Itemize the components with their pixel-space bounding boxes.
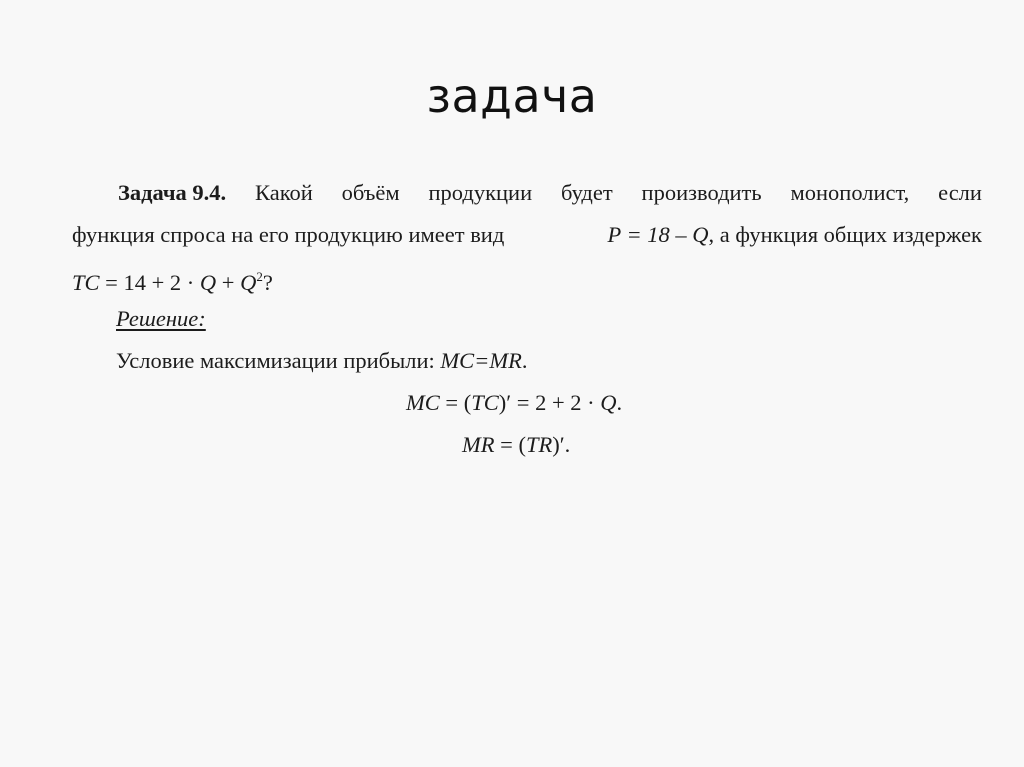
mc-formula-tc: TC <box>471 390 499 415</box>
problem-label: Задача 9.4. <box>118 180 227 205</box>
problem-word: производить <box>641 180 762 205</box>
problem-line-3 <box>72 262 982 295</box>
cost-formula-lhs: TC <box>72 270 100 295</box>
slide-title: задача <box>426 69 598 123</box>
cost-formula-end: ? <box>262 270 273 295</box>
solution-label: Решение: <box>116 306 206 331</box>
mr-formula-end: )′. <box>552 432 571 457</box>
mr-formula-mid: = ( <box>494 432 526 457</box>
problem-line-2 <box>72 220 982 250</box>
mc-formula-end: . <box>616 390 623 415</box>
problem-word: монополист, <box>790 180 910 205</box>
problem-word: объём <box>341 180 400 205</box>
cost-formula-plus: + <box>216 270 241 295</box>
mr-formula-tr: TR <box>525 432 553 457</box>
solution-intro-end: . <box>521 348 528 373</box>
cost-formula-mid: = 14 + 2 · <box>99 270 200 295</box>
solution-intro <box>116 346 1024 376</box>
problem-text: , а функция общих издержек <box>708 222 982 247</box>
mc-formula-q: Q <box>600 390 617 415</box>
mc-formula-mid: = ( <box>439 390 472 415</box>
problem-word: Какой <box>255 180 313 205</box>
problem-line-1 <box>72 178 982 208</box>
solution-intro-text: Условие максимизации прибыли: <box>116 348 441 373</box>
problem-scan-image <box>72 168 982 468</box>
problem-word: если <box>938 180 982 205</box>
mr-formula <box>462 430 570 460</box>
problem-word: будет <box>560 180 613 205</box>
cost-formula-q: Q <box>199 270 217 295</box>
cost-formula-q2: Q <box>240 270 257 295</box>
cost-formula-exponent: 2 <box>256 269 263 284</box>
mc-formula-rest: )′ = 2 + 2 · <box>498 390 601 415</box>
demand-formula: P = 18 – Q <box>607 222 709 247</box>
mc-formula <box>406 388 622 418</box>
problem-word: продукции <box>428 180 533 205</box>
mc-formula-lhs: MC <box>406 390 440 415</box>
mr-formula-lhs: MR <box>462 432 495 457</box>
solution-intro-formula: MC=MR <box>440 348 522 373</box>
problem-text: функция спроса на его продукцию имеет вид <box>72 222 505 247</box>
